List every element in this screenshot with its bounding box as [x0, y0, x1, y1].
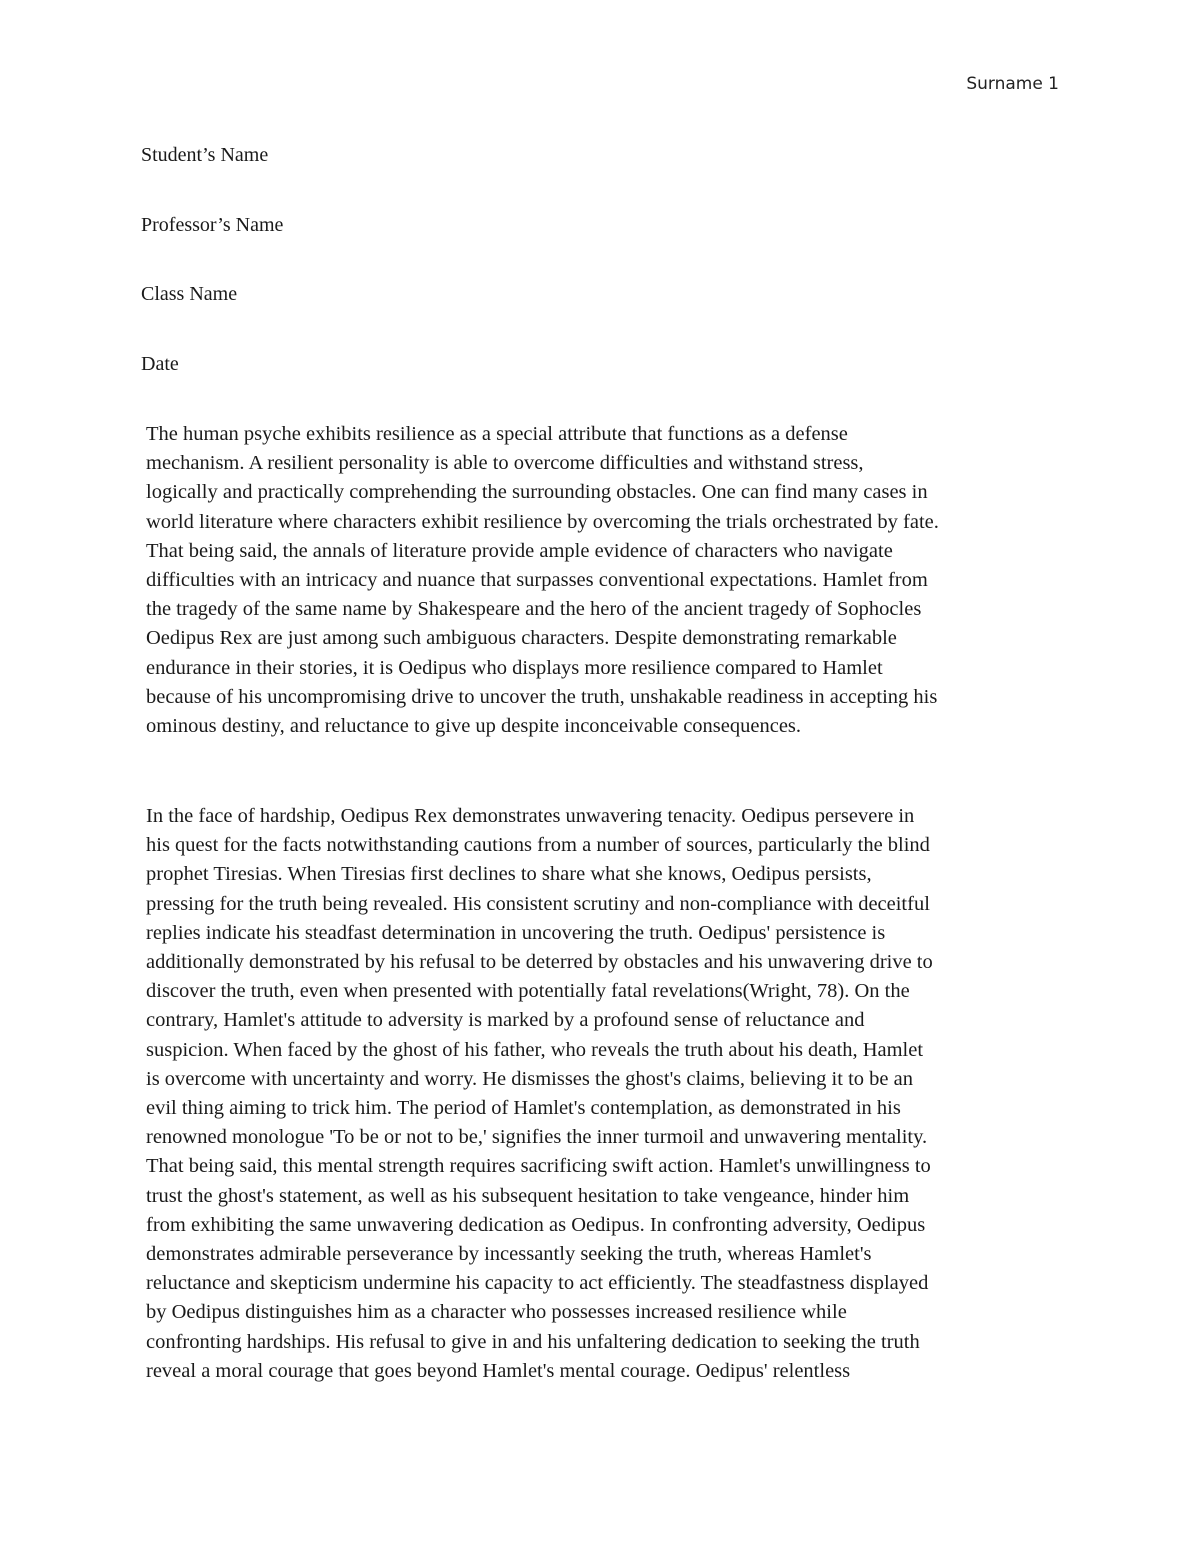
text-line: In the face of hardship, Oedipus Rex demonstrates unwavering tenacity. Oedipus persevere in [146, 805, 915, 827]
text-line: prophet Tiresias. When Tiresias first declines to share what she knows, Oedipus persists, [146, 863, 872, 886]
student-name: Student’s Name [141, 144, 269, 166]
text-line: discover the truth, even when presented with potentially fatal revelations(Wright, 78). On the [146, 980, 910, 1003]
text-line: endurance in their stories, it is Oedipus who displays more resilience compared to Hamlet [146, 656, 883, 679]
text-line: confronting hardships. His refusal to give in and his unfaltering dedication to seeking the truth [146, 1330, 920, 1353]
text-line: world literature where characters exhibit resilience by overcoming the trials orchestrated by fate. [146, 510, 939, 533]
text-line: The human psyche exhibits resilience as a special attribute that functions as a defense [146, 423, 848, 445]
text-line: evil thing aiming to trick him. The period of Hamlet's contemplation, as demonstrated in his [146, 1097, 901, 1120]
text-line: Oedipus Rex are just among such ambiguous characters. Despite demonstrating remarkable [146, 627, 897, 650]
paragraph-intro [146, 420, 1066, 741]
text-line: reveal a moral courage that goes beyond Hamlet's mental courage. Oedipus' relentless [146, 1359, 851, 1382]
text-line: difficulties with an intricacy and nuance that surpasses conventional expectations. Hamlet from [146, 569, 928, 592]
text-line: That being said, the annals of literature provide ample evidence of characters who navigate [146, 539, 893, 562]
text-line: trust the ghost's statement, as well as his subsequent hesitation to take vengeance, hinder him [146, 1184, 910, 1207]
text-line: suspicion. When faced by the ghost of his father, who reveals the truth about his death, Hamlet [146, 1038, 924, 1061]
text-line: pressing for the truth being revealed. His consistent scrutiny and non-compliance with deceitful [146, 892, 930, 915]
text-line: That being said, this mental strength requires sacrificing swift action. Hamlet's unwillingness to [146, 1155, 931, 1178]
professor-name: Professor’s Name [141, 214, 284, 236]
text-line: from exhibiting the same unwavering dedication as Oedipus. In confronting adversity, Oedipus [146, 1213, 926, 1236]
class-name: Class Name [141, 283, 238, 305]
text-line: ominous destiny, and reluctance to give up despite inconceivable consequences. [146, 715, 802, 738]
text-line: logically and practically comprehending the surrounding obstacles. One can find many cases in [146, 481, 928, 504]
text-line: is overcome with uncertainty and worry. He dismisses the ghost's claims, believing it to be an [146, 1067, 913, 1090]
text-line: reluctance and skepticism undermine his capacity to act efficiently. The steadfastness displayed [146, 1272, 929, 1295]
running-head: Surname 1 [966, 74, 1059, 94]
text-line: renowned monologue 'To be or not to be,' signifies the inner turmoil and unwavering mentality. [146, 1126, 928, 1149]
text-line: contrary, Hamlet's attitude to adversity is marked by a profound sense of reluctance and [146, 1009, 865, 1032]
text-line: because of his uncompromising drive to uncover the truth, unshakable readiness in accepting his [146, 685, 938, 708]
text-line: his quest for the facts notwithstanding cautions from a number of sources, particularly the blind [146, 834, 930, 857]
text-line: mechanism. A resilient personality is able to overcome difficulties and withstand stress, [146, 452, 864, 475]
text-line: demonstrates admirable perseverance by incessantly seeking the truth, whereas Hamlet's [146, 1243, 872, 1266]
paragraph-body [146, 802, 1066, 1386]
text-line: replies indicate his steadfast determination in uncovering the truth. Oedipus' persistence is [146, 921, 886, 944]
text-line: the tragedy of the same name by Shakespeare and the hero of the ancient tragedy of Sophocles [146, 598, 922, 621]
text-line: additionally demonstrated by his refusal to be deterred by obstacles and his unwavering drive to [146, 951, 933, 974]
text-line: by Oedipus distinguishes him as a character who possesses increased resilience while [146, 1301, 847, 1324]
date: Date [141, 353, 179, 375]
